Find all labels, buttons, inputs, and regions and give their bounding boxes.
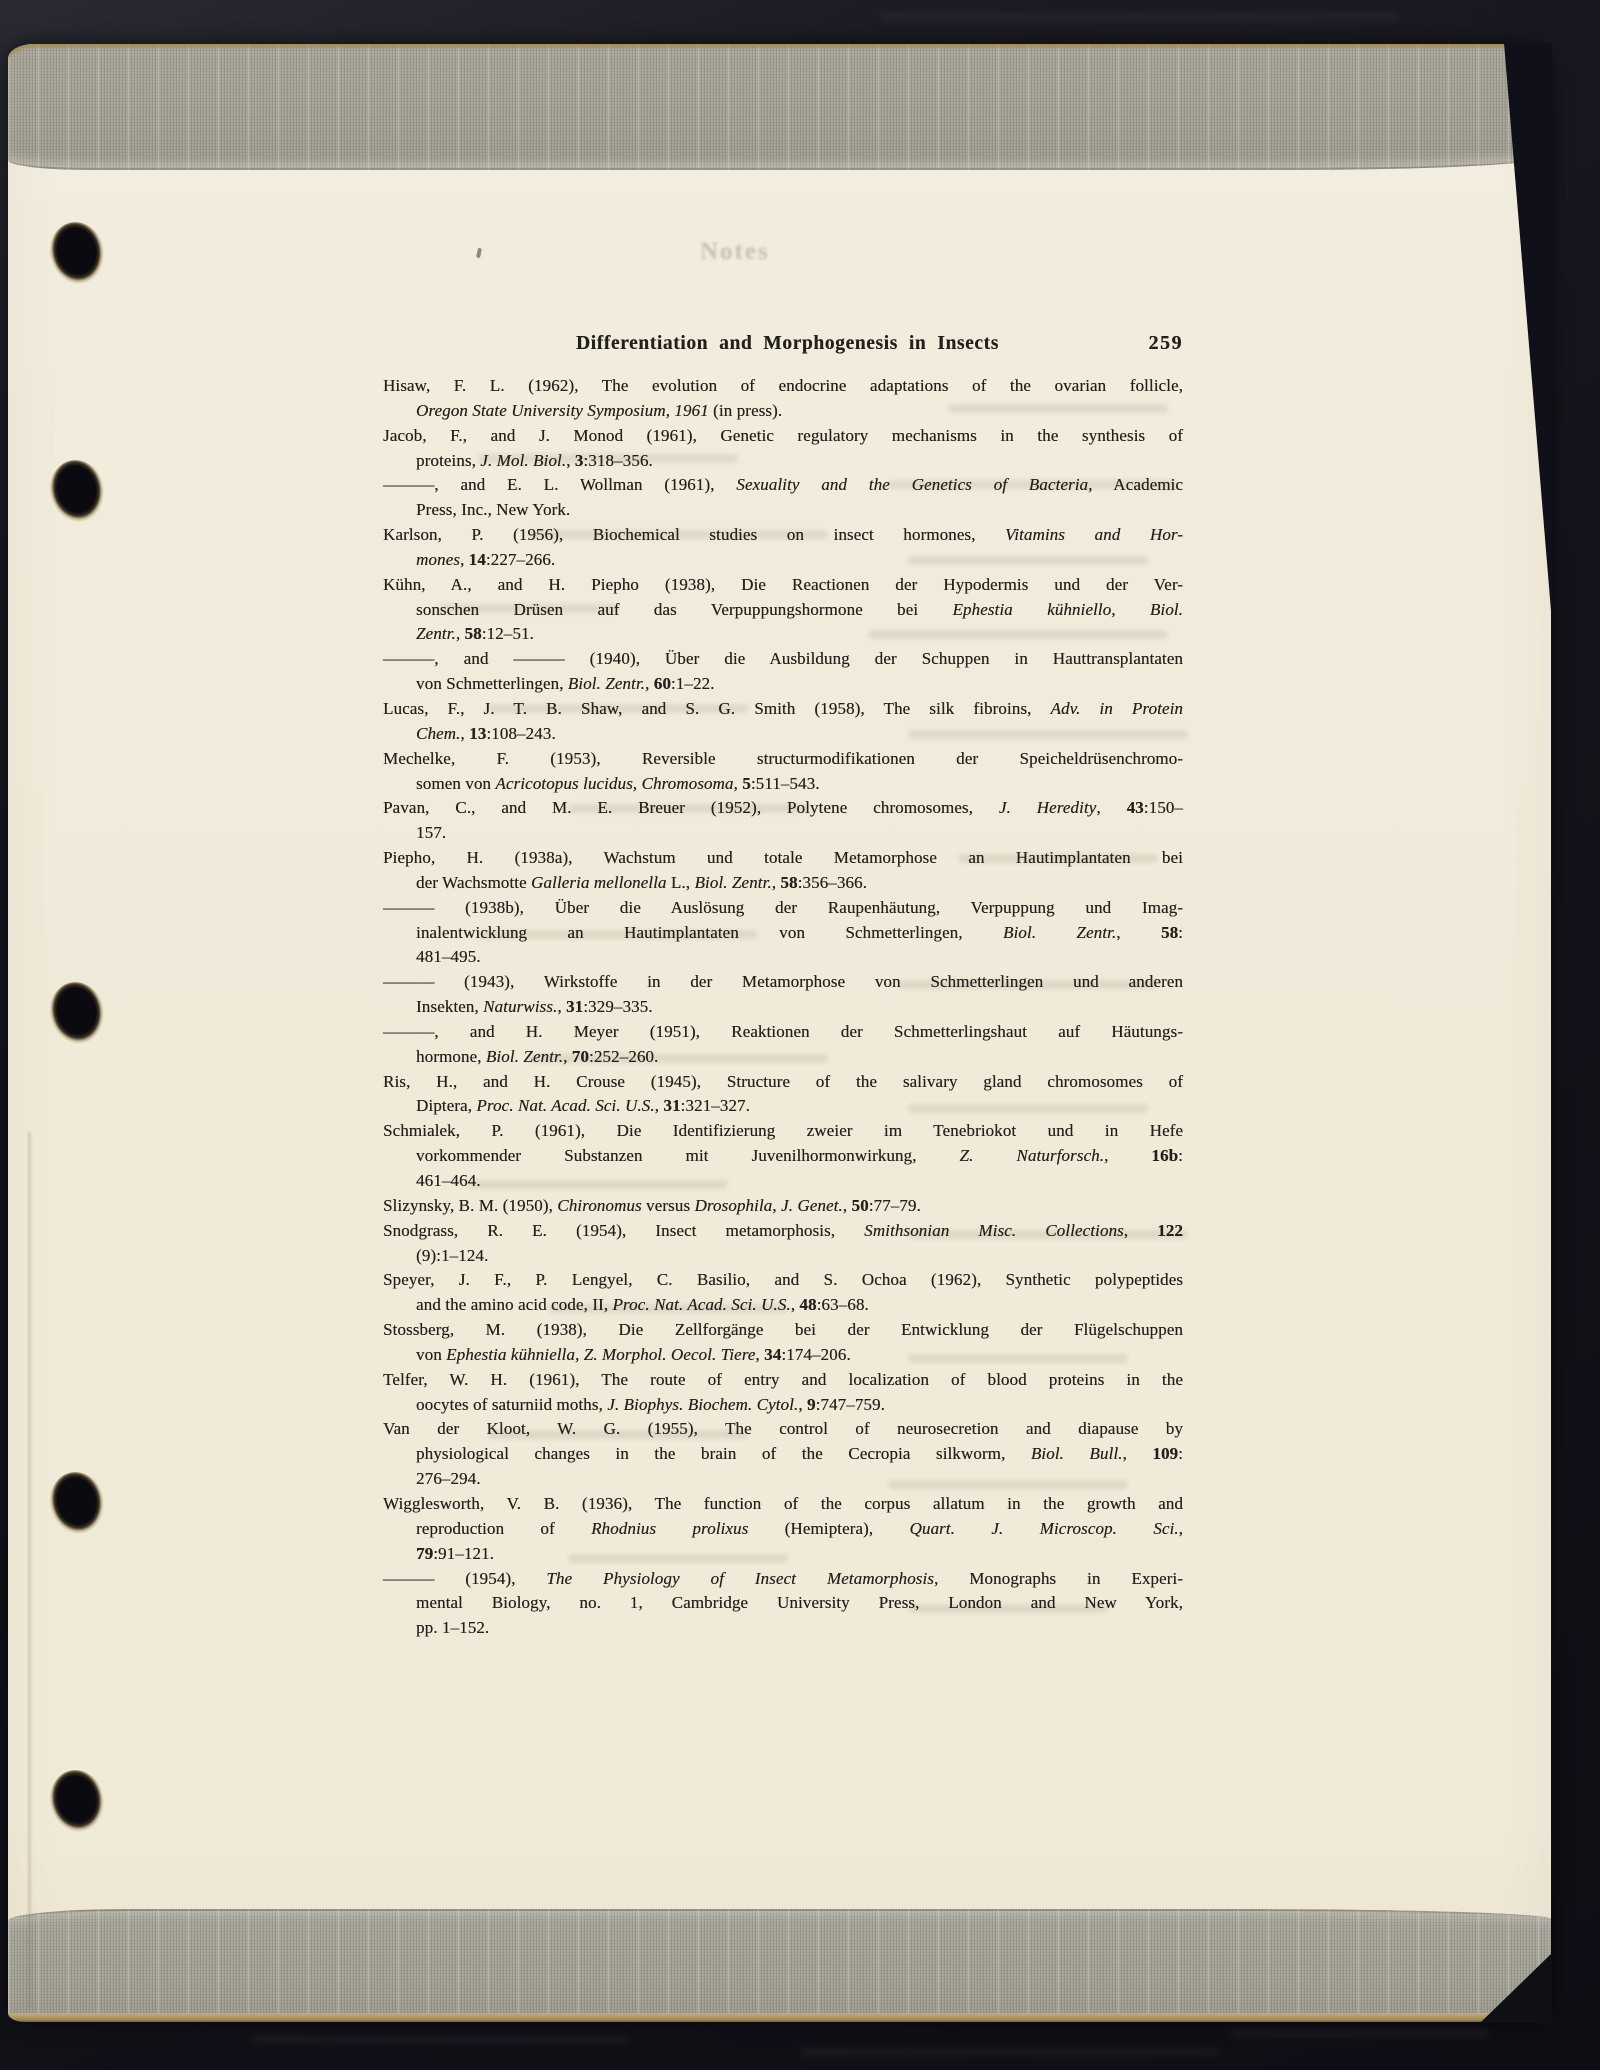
reference-line: 276–294. (416, 1469, 481, 1489)
reference-line: inalentwicklung an Hautimplantaten von Schmetterlingen, Biol. Zentr., 58: (416, 922, 1183, 942)
reference-line: der Wachsmotte Galleria mellonella L., Biol. Zentr., 58:356–366. (416, 872, 867, 892)
reference-line: and the amino acid code, II, Proc. Nat. Acad. Sci. U.S., 48:63–68. (416, 1295, 869, 1315)
punch-hole (44, 217, 110, 289)
page-number: 259 (1148, 332, 1183, 354)
reference-line: Slizynsky, B. M. (1950), Chironomus versus Drosophila, J. Genet., 50:77–79. (383, 1195, 921, 1215)
reference-line: proteins, J. Mol. Biol., 3:318–356. (416, 450, 653, 470)
reference-list (383, 374, 1183, 1641)
reference-line: von Schmetterlingen, Biol. Zentr., 60:1–22. (416, 674, 715, 694)
reference-line: 481–495. (416, 947, 481, 967)
punch-hole (44, 1765, 110, 1837)
ink-speck (476, 248, 482, 259)
reference-line: ——— (1938b), Über die Auslösung der Raupenhäutung, Verpuppung und Imag- (383, 897, 1183, 917)
reference-entry (383, 424, 1183, 474)
reference-entry (383, 796, 1183, 846)
background-fabric-streak (800, 2048, 1220, 2055)
reference-line: Wigglesworth, V. B. (1936), The function of the corpus allatum in the growth and (383, 1493, 1183, 1513)
running-head (383, 332, 1183, 355)
reference-line: Karlson, P. (1956), Biochemical studies on insect hormones, Vitamins and Hor- (383, 525, 1183, 545)
reference-line: mones, 14:227–266. (416, 549, 556, 569)
reference-line: Jacob, F., and J. Monod (1961), Genetic regulatory mechanisms in the synthesis of (383, 425, 1183, 445)
background-fabric-streak (250, 2036, 630, 2043)
page-bottom-edge (8, 2013, 1551, 2022)
reference-line: pp. 1–152. (416, 1618, 490, 1638)
reference-line: Oregon State University Symposium, 1961 (in press). (416, 400, 783, 420)
binding-tape-top (8, 44, 1551, 170)
reference-line: vorkommender Substanzen mit Juvenilhormonwirkung, Z. Naturforsch., 16b: (416, 1146, 1183, 1166)
reference-line: Kühn, A., and H. Piepho (1938), Die Reactionen der Hypodermis und der Ver- (383, 574, 1183, 594)
reference-line: ———, and E. L. Wollman (1961), Sexuality and the Genetics of Bacteria, Academic (383, 475, 1184, 495)
reference-line: Ris, H., and H. Crouse (1945), Structure of the salivary gland chromosomes of (383, 1071, 1183, 1091)
reference-entry (383, 573, 1183, 648)
reference-line: Zentr., 58:12–51. (416, 624, 534, 644)
bleed-through-text: Notes (700, 238, 770, 265)
reference-line: 79:91–121. (416, 1543, 494, 1563)
reference-line: Speyer, J. F., P. Lengyel, C. Basilio, and S. Ochoa (1962), Synthetic polypeptides (383, 1270, 1183, 1290)
reference-entry (383, 1318, 1183, 1368)
reference-entry (383, 473, 1183, 523)
reference-entry (383, 1567, 1183, 1642)
reference-line: Snodgrass, R. E. (1954), Insect metamorphosis, Smithsonian Misc. Collections, 122 (383, 1220, 1183, 1240)
reference-entry (383, 1194, 1183, 1219)
reference-line: mental Biology, no. 1, Cambridge University Press, London and New York, (416, 1593, 1183, 1613)
reference-line: Insekten, Naturwiss., 31:329–335. (416, 997, 653, 1017)
reference-entry (383, 1119, 1183, 1194)
reference-entry (383, 747, 1183, 797)
reference-line: ——— (1954), The Physiology of Insect Metamorphosis, Monographs in Experi- (383, 1568, 1184, 1588)
reference-line: Mechelke, F. (1953), Reversible structurmodifikationen der Speicheldrüsenchromo- (383, 748, 1183, 768)
page-header-title: Differentiation and Morphogenesis in Insects (576, 333, 999, 354)
reference-line: ———, and H. Meyer (1951), Reaktionen der Schmetterlingshaut auf Häutungs- (383, 1021, 1183, 1041)
reference-line: physiological changes in the brain of the Cecropia silkworm, Biol. Bull., 109: (416, 1444, 1183, 1464)
reference-entry (383, 647, 1183, 697)
reference-entry (383, 374, 1183, 424)
punch-hole (44, 455, 110, 527)
reference-entry (383, 1070, 1183, 1120)
reference-line: Press, Inc., New York. (416, 500, 571, 520)
reference-line: Lucas, F., J. T. B. Shaw, and S. G. Smith (1958), The silk fibroins, Adv. in Protein (383, 698, 1183, 718)
reference-entry (383, 1492, 1183, 1567)
reference-line: sonschen Drüsen auf das Verpuppungshormone bei Ephestia kühniello, Biol. (416, 599, 1183, 619)
reference-line: 461–464. (416, 1171, 481, 1190)
reference-line: Piepho, H. (1938a), Wachstum und totale Metamorphose an Hautimplantaten bei (383, 848, 1183, 868)
reference-entry (383, 1268, 1183, 1318)
reference-line: Diptera, Proc. Nat. Acad. Sci. U.S., 31:321–327. (416, 1096, 750, 1116)
punch-hole (44, 1467, 110, 1539)
reference-entry (383, 1417, 1183, 1492)
book-page (8, 44, 1551, 2022)
reference-line: somen von Acricotopus lucidus, Chromosoma, 5:511–543. (416, 773, 820, 793)
reference-entry (383, 1020, 1183, 1070)
reference-entry (383, 1219, 1183, 1269)
reference-line: ———, and ——— (1940), Über die Ausbildung der Schuppen in Hauttransplantaten (383, 649, 1183, 669)
reference-line: Van der Kloot, W. G. (1955), The control of neurosecretion and diapause by (383, 1419, 1183, 1439)
reference-line: oocytes of saturniid moths, J. Biophys. Biochem. Cytol., 9:747–759. (416, 1394, 885, 1414)
reference-entry (383, 1368, 1183, 1418)
reference-entry (383, 896, 1183, 971)
reference-line: Telfer, W. H. (1961), The route of entry and localization of blood proteins in the (383, 1369, 1183, 1389)
reference-line: 157. (416, 823, 447, 843)
reference-line: Stossberg, M. (1938), Die Zellforgänge bei der Entwicklung der Flügelschuppen (383, 1320, 1183, 1340)
reference-line: (9):1–124. (416, 1245, 489, 1265)
reference-entry (383, 846, 1183, 896)
reference-line: Schmialek, P. (1961), Die Identifizierung zweier im Tenebriokot und in Hefe (383, 1121, 1183, 1141)
punch-hole (44, 977, 110, 1049)
reference-line: Pavan, C., and M. E. Breuer (1952), Polytene chromosomes, J. Heredity, 43:150– (383, 798, 1183, 818)
page-left-crease (28, 1132, 31, 2008)
binding-tape-bottom (8, 1909, 1551, 2013)
reference-line: hormone, Biol. Zentr., 70:252–260. (416, 1046, 659, 1066)
background-fabric-streak (1230, 2030, 1490, 2037)
reference-line: Hisaw, F. L. (1962), The evolution of endocrine adaptations of the ovarian follicle, (383, 376, 1183, 395)
reference-entry (383, 523, 1183, 573)
background-fabric-streak (880, 14, 1400, 21)
reference-line: von Ephestia kühniella, Z. Morphol. Oecol. Tiere, 34:174–206. (416, 1344, 851, 1364)
reference-line: ——— (1943), Wirkstoffe in der Metamorphose von Schmetterlingen und anderen (383, 972, 1183, 992)
reference-line: reproduction of Rhodnius prolixus (Hemiptera), Quart. J. Microscop. Sci., (416, 1518, 1184, 1538)
reference-entry (383, 697, 1183, 747)
reference-line: Chem., 13:108–243. (416, 723, 556, 743)
reference-entry (383, 970, 1183, 1020)
